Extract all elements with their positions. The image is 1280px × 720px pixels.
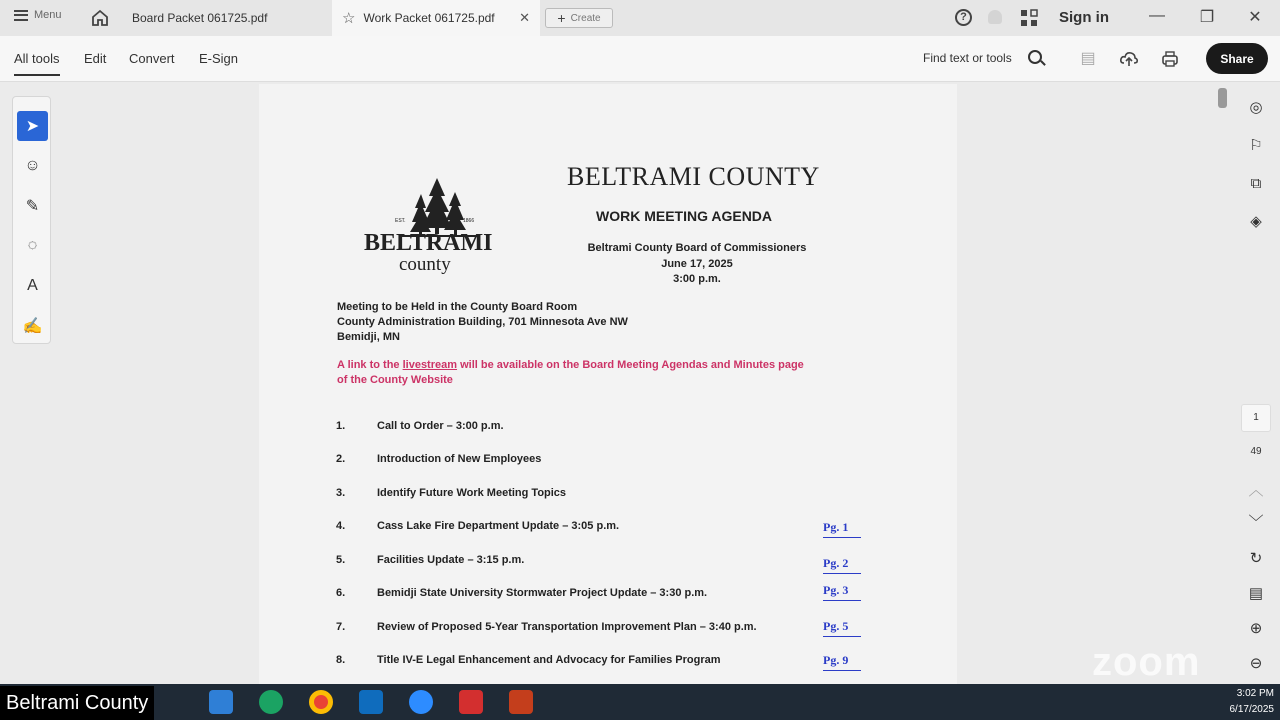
logo-name: BELTRAMI (364, 230, 493, 256)
agenda-number: 5. (336, 554, 346, 566)
home-icon[interactable] (90, 8, 110, 28)
agenda-number: 7. (336, 621, 346, 633)
edge-browser-icon[interactable] (259, 690, 283, 714)
address-line: County Administration Building, 701 Minnesota Ave NW (337, 316, 628, 328)
agenda-item: Review of Proposed 5-Year Transportation Improvement Plan – 3:40 p.m. (377, 621, 757, 633)
agenda-number: 1. (336, 420, 346, 432)
zoom-in-icon[interactable]: ⊕ (1249, 620, 1263, 637)
bookmark-icon[interactable]: ⚐ (1249, 137, 1263, 154)
meeting-date: June 17, 2025 (661, 258, 733, 270)
print-icon[interactable] (1160, 49, 1180, 69)
chrome-browser-icon[interactable] (309, 690, 333, 714)
tab-work-packet[interactable] (332, 0, 540, 36)
agenda-item: Bemidji State University Stormwater Project Update – 3:30 p.m. (377, 587, 708, 599)
page-up-icon[interactable]: ︿ (1248, 481, 1264, 499)
main-toolbar (0, 36, 1280, 82)
taskbar (0, 684, 1280, 720)
total-pages: 49 (1250, 446, 1262, 457)
powerpoint-icon[interactable] (509, 690, 533, 714)
meeting-time: 3:00 p.m. (673, 273, 721, 285)
close-window-icon[interactable]: ✕ (1248, 9, 1262, 26)
ai-assistant-icon[interactable]: ◎ (1249, 99, 1263, 116)
plus-icon: + (557, 10, 566, 26)
tab-bar (0, 0, 1280, 36)
zoom-out-icon[interactable]: ⊖ (1249, 655, 1263, 672)
search-icon[interactable] (1028, 50, 1042, 64)
restore-icon[interactable]: ❐ (1199, 9, 1215, 26)
clock-time: 3:02 PM (1236, 688, 1274, 699)
livestream-notice (337, 359, 804, 371)
file-explorer-icon[interactable] (209, 690, 233, 714)
logo-county: county (399, 254, 451, 275)
add-text-icon[interactable]: A (27, 277, 38, 294)
vertical-scrollbar[interactable] (1218, 88, 1227, 108)
save-icon[interactable]: ▤ (1080, 50, 1096, 67)
caption-label: Beltrami County (0, 686, 154, 720)
create-button[interactable] (545, 8, 613, 28)
page-link[interactable]: Pg. 3 (823, 583, 861, 601)
agenda-number: 3. (336, 487, 346, 499)
tab-board-packet[interactable] (120, 0, 330, 36)
svg-text:1866: 1866 (463, 218, 475, 224)
current-page-input[interactable]: 1 (1241, 404, 1271, 432)
hamburger-icon (14, 10, 28, 21)
address-line: Bemidji, MN (337, 331, 400, 343)
zoom-app-icon[interactable] (409, 690, 433, 714)
agenda-item: Call to Order – 3:00 p.m. (377, 420, 504, 432)
close-tab-icon[interactable]: ✕ (519, 10, 530, 25)
agenda-number: 8. (336, 654, 346, 666)
agenda-item: Cass Lake Fire Department Update – 3:05 p.m. (377, 520, 620, 532)
rotate-icon[interactable]: ↻ (1249, 550, 1263, 567)
agenda-number: 4. (336, 520, 346, 532)
livestream-text: will be available on the Board Meeting Agendas and Minutes page (457, 359, 804, 371)
agenda-item: Title IV-E Legal Enhancement and Advocacy for Families Program (377, 654, 721, 666)
page-link[interactable]: Pg. 5 (823, 619, 861, 637)
apps-grid-icon[interactable] (1020, 9, 1038, 27)
taskbar-clock[interactable] (1210, 686, 1274, 718)
share-button[interactable]: Share (1206, 43, 1268, 74)
document-icon[interactable]: ▤ (1248, 585, 1264, 602)
draw-lasso-icon[interactable]: ◌ (27, 237, 38, 254)
copy-pages-icon[interactable]: ⧉ (1250, 174, 1262, 192)
minimize-icon[interactable]: — (1149, 7, 1165, 24)
tab-e-sign[interactable]: E-Sign (199, 51, 239, 66)
select-cursor-icon[interactable]: ➤ (17, 111, 48, 141)
sign-in-button[interactable]: Sign in (1059, 9, 1109, 26)
tab-label: Work Packet 061725.pdf (363, 11, 495, 25)
livestream-notice-line2: of the County Website (337, 374, 453, 386)
page-down-icon[interactable]: ﹀ (1248, 513, 1264, 531)
notification-bell-icon[interactable] (988, 10, 1002, 24)
svg-text:EST.: EST. (395, 218, 406, 224)
agenda-number: 6. (336, 587, 346, 599)
agenda-number: 2. (336, 453, 346, 465)
clock-date: 6/17/2025 (1229, 704, 1274, 715)
livestream-text: A link to the (337, 359, 403, 371)
highlight-pen-icon[interactable]: ✎ (25, 198, 40, 215)
tab-label: Board Packet 061725.pdf (132, 11, 268, 25)
page-link[interactable]: Pg. 2 (823, 556, 861, 574)
agenda-item: Identify Future Work Meeting Topics (377, 487, 567, 499)
find-text-or-tools[interactable]: Find text or tools (923, 51, 1012, 65)
page-link[interactable]: Pg. 9 (823, 653, 861, 671)
create-label: Create (570, 12, 601, 24)
star-icon[interactable]: ☆ (342, 10, 356, 27)
acrobat-icon[interactable] (459, 690, 483, 714)
document-subtitle: WORK MEETING AGENDA (596, 208, 773, 224)
menu-button[interactable] (14, 9, 62, 21)
zoom-watermark: zoom (1092, 640, 1201, 684)
page-link[interactable]: Pg. 1 (823, 520, 861, 538)
tab-all-tools[interactable]: All tools (14, 51, 60, 76)
tab-convert[interactable]: Convert (129, 51, 175, 66)
agenda-item: Facilities Update – 3:15 p.m. (377, 554, 525, 566)
upload-cloud-icon[interactable] (1119, 49, 1139, 69)
left-tool-panel (12, 96, 51, 344)
help-icon[interactable]: ? (955, 9, 972, 26)
livestream-link[interactable]: livestream (402, 359, 458, 371)
pdf-page (259, 84, 957, 684)
fill-sign-icon[interactable]: ✍ (22, 318, 43, 335)
layers-icon[interactable]: ◈ (1250, 213, 1262, 230)
agenda-item: Introduction of New Employees (377, 453, 542, 465)
document-title: BELTRAMI COUNTY (567, 162, 820, 191)
address-line: Meeting to be Held in the County Board Room (337, 301, 578, 313)
menu-label: Menu (34, 9, 62, 21)
tab-edit[interactable]: Edit (84, 51, 107, 66)
board-name: Beltrami County Board of Commissioners (587, 242, 807, 254)
add-comment-icon[interactable]: ☺ (24, 157, 41, 174)
outlook-icon[interactable] (359, 690, 383, 714)
